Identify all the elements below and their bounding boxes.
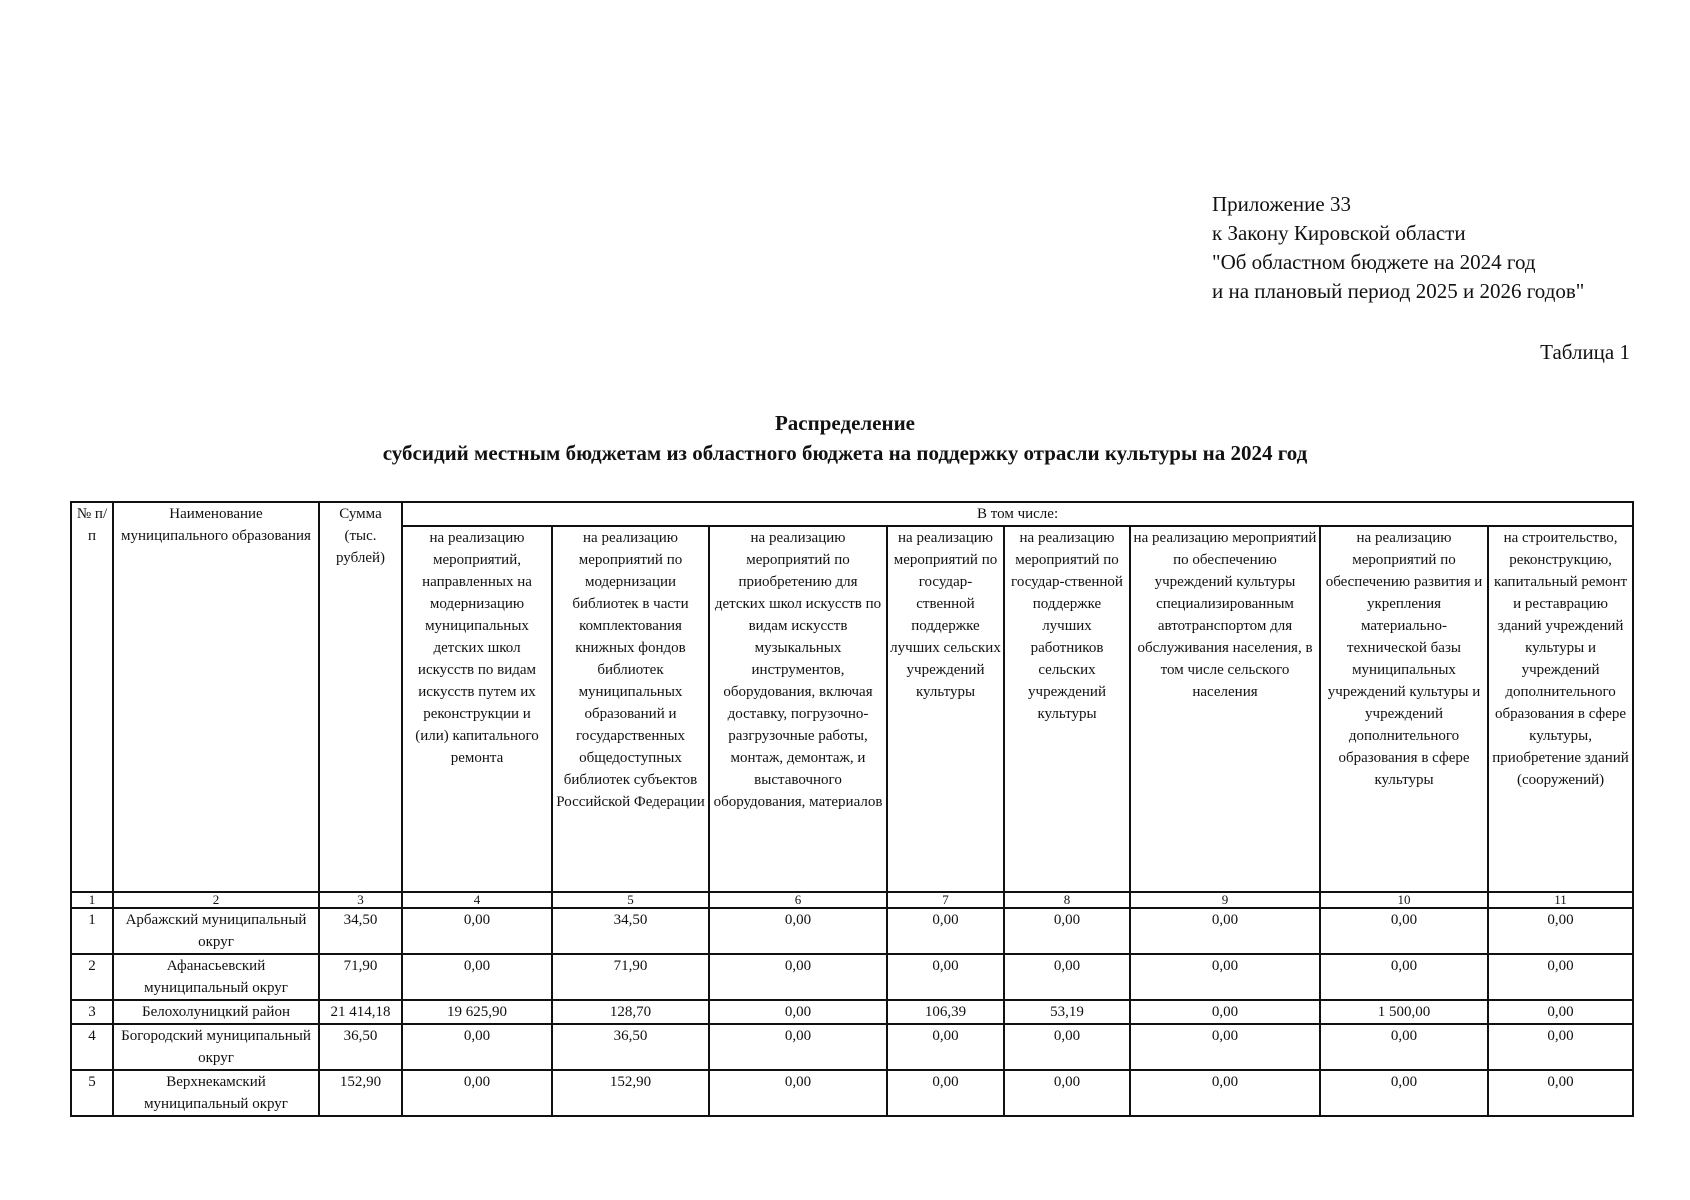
value-cell: 0,00 — [1320, 908, 1488, 954]
sum-cell: 36,50 — [319, 1024, 402, 1070]
value-cell: 106,39 — [887, 1000, 1004, 1024]
column-number: 7 — [887, 892, 1004, 908]
municipality-name: Арбажский муниципальный округ — [113, 908, 319, 954]
header-row — [71, 502, 1633, 526]
value-cell: 0,00 — [709, 1024, 887, 1070]
column-number: 10 — [1320, 892, 1488, 908]
value-cell: 34,50 — [552, 908, 709, 954]
header-col-5: на реализацию мероприятий по модернизации библиотек в части комплектования книжных фондов библиотек муниципальных образований и государственных общедоступных библиотек субъектов Российской Федерации — [552, 526, 709, 892]
column-number: 5 — [552, 892, 709, 908]
value-cell: 0,00 — [709, 954, 887, 1000]
value-cell: 0,00 — [887, 954, 1004, 1000]
value-cell: 71,90 — [552, 954, 709, 1000]
header-col-6: на реализацию мероприятий по приобретению для детских школ искусств по видам искусств музыкальных инструментов, оборудования, включая доставку, погрузочно-разгрузочные работы, монтаж, демонтаж, и выставочного оборудования, материалов — [709, 526, 887, 892]
value-cell: 0,00 — [1130, 908, 1320, 954]
header-including: В том числе: — [402, 502, 1633, 526]
sum-cell: 21 414,18 — [319, 1000, 402, 1024]
value-cell: 1 500,00 — [1320, 1000, 1488, 1024]
table-row — [71, 908, 1633, 954]
appendix-line: "Об областном бюджете на 2024 год — [1212, 250, 1536, 274]
value-cell: 0,00 — [1130, 954, 1320, 1000]
sum-cell: 34,50 — [319, 908, 402, 954]
header-sum: Сумма (тыс. рублей) — [319, 502, 402, 892]
value-cell: 128,70 — [552, 1000, 709, 1024]
table-row — [71, 954, 1633, 1000]
municipality-name: Богородский муниципальный округ — [113, 1024, 319, 1070]
appendix-note — [1212, 190, 1584, 306]
header-col-7: на реализацию мероприятий по государ-ственной поддержке лучших сельских учреждений культуры — [887, 526, 1004, 892]
value-cell: 0,00 — [402, 1024, 552, 1070]
value-cell: 0,00 — [1488, 1000, 1633, 1024]
value-cell: 0,00 — [1320, 954, 1488, 1000]
title-line: Распределение — [774, 411, 916, 435]
value-cell: 0,00 — [887, 1070, 1004, 1116]
header-col-10: на реализацию мероприятий по обеспечению развития и укрепления материально-технической базы муниципальных учреждений культуры и учреждений дополнительного образования в сфере культуры — [1320, 526, 1488, 892]
table-row — [71, 1070, 1633, 1116]
value-cell: 0,00 — [1004, 908, 1130, 954]
value-cell: 0,00 — [709, 908, 887, 954]
value-cell: 0,00 — [1320, 1070, 1488, 1116]
column-number: 3 — [319, 892, 402, 908]
value-cell: 152,90 — [552, 1070, 709, 1116]
value-cell: 0,00 — [402, 908, 552, 954]
value-cell: 19 625,90 — [402, 1000, 552, 1024]
value-cell: 0,00 — [1488, 954, 1633, 1000]
appendix-line: к Закону Кировской области — [1212, 221, 1466, 245]
column-number: 11 — [1488, 892, 1633, 908]
sum-cell: 152,90 — [319, 1070, 402, 1116]
value-cell: 0,00 — [1130, 1024, 1320, 1070]
value-cell: 0,00 — [1320, 1024, 1488, 1070]
value-cell: 53,19 — [1004, 1000, 1130, 1024]
document-title — [0, 408, 1690, 468]
municipality-name: Верхнекамский муниципальный округ — [113, 1070, 319, 1116]
value-cell: 0,00 — [709, 1070, 887, 1116]
value-cell: 0,00 — [1488, 1024, 1633, 1070]
subsidy-table — [70, 501, 1634, 1117]
value-cell: 0,00 — [1130, 1000, 1320, 1024]
value-cell: 36,50 — [552, 1024, 709, 1070]
header-col-9: на реализацию мероприятий по обеспечению учреждений культуры специализированным автотранспортом для обслуживания населения, в том числе сельского населения — [1130, 526, 1320, 892]
column-number-row — [71, 892, 1633, 908]
header-col-8: на реализацию мероприятий по государ-ственной поддержке лучших работников сельских учреждений культуры — [1004, 526, 1130, 892]
municipality-name: Белохолуницкий район — [113, 1000, 319, 1024]
municipality-name: Афанасьевский муниципальный округ — [113, 954, 319, 1000]
table-row — [71, 1024, 1633, 1070]
sum-cell: 71,90 — [319, 954, 402, 1000]
title-line: субсидий местным бюджетам из областного бюджета на поддержку отрасли культуры на 2024 год — [382, 441, 1308, 465]
value-cell: 0,00 — [1488, 908, 1633, 954]
value-cell: 0,00 — [1004, 954, 1130, 1000]
column-number: 8 — [1004, 892, 1130, 908]
row-number: 4 — [71, 1024, 113, 1070]
header-no: № п/п — [71, 502, 113, 892]
column-number: 2 — [113, 892, 319, 908]
appendix-line: Приложение 33 — [1212, 192, 1351, 216]
value-cell: 0,00 — [1004, 1024, 1130, 1070]
table-label: Таблица 1 — [1540, 340, 1630, 364]
value-cell: 0,00 — [1130, 1070, 1320, 1116]
row-number: 1 — [71, 908, 113, 954]
row-number: 3 — [71, 1000, 113, 1024]
value-cell: 0,00 — [887, 908, 1004, 954]
value-cell: 0,00 — [402, 954, 552, 1000]
value-cell: 0,00 — [887, 1024, 1004, 1070]
value-cell: 0,00 — [709, 1000, 887, 1024]
column-number: 4 — [402, 892, 552, 908]
column-number: 1 — [71, 892, 113, 908]
header-col-11: на строительство, реконструкцию, капитальный ремонт и реставрацию зданий учреждений культуры и учреждений дополнительного образования в сфере культуры, приобретение зданий (сооружений) — [1488, 526, 1633, 892]
value-cell: 0,00 — [402, 1070, 552, 1116]
row-number: 2 — [71, 954, 113, 1000]
table-row — [71, 1000, 1633, 1024]
value-cell: 0,00 — [1488, 1070, 1633, 1116]
row-number: 5 — [71, 1070, 113, 1116]
column-number: 6 — [709, 892, 887, 908]
header-name: Наименование муниципального образования — [113, 502, 319, 892]
column-number: 9 — [1130, 892, 1320, 908]
header-col-4: на реализацию мероприятий, направленных на модернизацию муниципальных детских школ искусств по видам искусств путем их реконструкции и (или) капитального ремонта — [402, 526, 552, 892]
value-cell: 0,00 — [1004, 1070, 1130, 1116]
appendix-line: и на плановый период 2025 и 2026 годов" — [1212, 279, 1585, 303]
